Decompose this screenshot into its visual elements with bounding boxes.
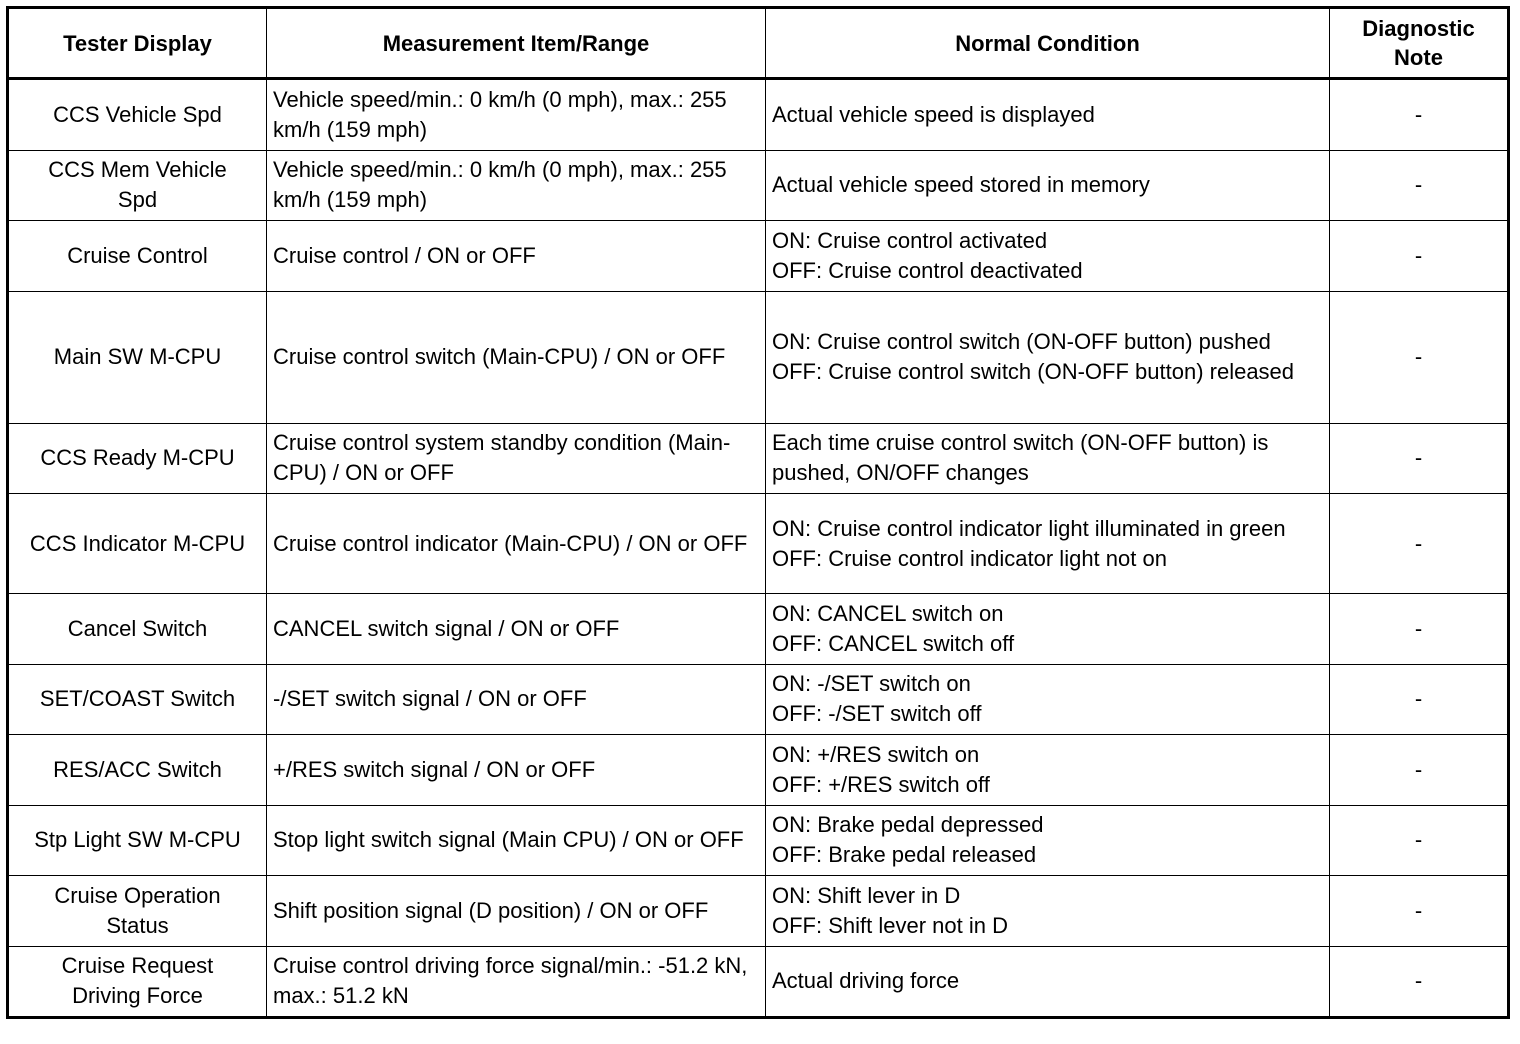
cell-normal-condition: ON: CANCEL switch on OFF: CANCEL switch off xyxy=(766,594,1330,665)
cell-measurement: +/RES switch signal / ON or OFF xyxy=(267,735,766,806)
cell-tester-display: Cruise Operation Status xyxy=(8,876,267,947)
cell-normal-condition: Actual vehicle speed stored in memory xyxy=(766,150,1330,221)
table-row xyxy=(8,79,1509,151)
table-row xyxy=(8,876,1509,947)
cell-measurement: Cruise control switch (Main-CPU) / ON or OFF xyxy=(267,291,766,423)
table-row xyxy=(8,594,1509,665)
cell-tester-display: RES/ACC Switch xyxy=(8,735,267,806)
header-tester-display: Tester Display xyxy=(8,8,267,79)
cell-measurement: Vehicle speed/min.: 0 km/h (0 mph), max.: 255 km/h (159 mph) xyxy=(267,150,766,221)
cell-measurement: Cruise control driving force signal/min.: -51.2 kN, max.: 51.2 kN xyxy=(267,946,766,1018)
cell-measurement: Cruise control system standby condition (Main-CPU) / ON or OFF xyxy=(267,423,766,494)
cell-diagnostic-note: - xyxy=(1330,876,1509,947)
header-normal-condition: Normal Condition xyxy=(766,8,1330,79)
cell-normal-condition: ON: Cruise control switch (ON-OFF button) pushed OFF: Cruise control switch (ON-OFF button) released xyxy=(766,291,1330,423)
table-row xyxy=(8,423,1509,494)
cell-diagnostic-note: - xyxy=(1330,291,1509,423)
cell-tester-display: CCS Ready M-CPU xyxy=(8,423,267,494)
cell-normal-condition: ON: Cruise control indicator light illuminated in green OFF: Cruise control indicator light not on xyxy=(766,494,1330,594)
cell-diagnostic-note: - xyxy=(1330,494,1509,594)
cell-measurement: Vehicle speed/min.: 0 km/h (0 mph), max.: 255 km/h (159 mph) xyxy=(267,79,766,151)
cell-diagnostic-note: - xyxy=(1330,805,1509,876)
cell-tester-display: CCS Vehicle Spd xyxy=(8,79,267,151)
table-row xyxy=(8,735,1509,806)
cell-diagnostic-note: - xyxy=(1330,150,1509,221)
table-row xyxy=(8,946,1509,1018)
cell-diagnostic-note: - xyxy=(1330,221,1509,292)
cell-diagnostic-note: - xyxy=(1330,423,1509,494)
cell-measurement: Stop light switch signal (Main CPU) / ON or OFF xyxy=(267,805,766,876)
cell-normal-condition: ON: -/SET switch on OFF: -/SET switch off xyxy=(766,664,1330,735)
cell-tester-display: Main SW M-CPU xyxy=(8,291,267,423)
header-measurement: Measurement Item/Range xyxy=(267,8,766,79)
table-row xyxy=(8,150,1509,221)
header-row xyxy=(8,8,1509,79)
cell-normal-condition: Actual vehicle speed is displayed xyxy=(766,79,1330,151)
table-row xyxy=(8,805,1509,876)
cell-diagnostic-note: - xyxy=(1330,735,1509,806)
cell-measurement: -/SET switch signal / ON or OFF xyxy=(267,664,766,735)
cell-tester-display: CCS Mem Vehicle Spd xyxy=(8,150,267,221)
cell-diagnostic-note: - xyxy=(1330,594,1509,665)
cell-measurement: CANCEL switch signal / ON or OFF xyxy=(267,594,766,665)
cell-tester-display: Cancel Switch xyxy=(8,594,267,665)
cell-tester-display: Stp Light SW M-CPU xyxy=(8,805,267,876)
cell-tester-display: Cruise Control xyxy=(8,221,267,292)
data-list-table xyxy=(6,6,1510,1019)
cell-diagnostic-note: - xyxy=(1330,946,1509,1018)
cell-normal-condition: ON: Shift lever in D OFF: Shift lever not in D xyxy=(766,876,1330,947)
cell-measurement: Shift position signal (D position) / ON or OFF xyxy=(267,876,766,947)
cell-measurement: Cruise control indicator (Main-CPU) / ON or OFF xyxy=(267,494,766,594)
header-diagnostic-note: Diagnostic Note xyxy=(1330,8,1509,79)
table-row xyxy=(8,291,1509,423)
cell-normal-condition: ON: +/RES switch on OFF: +/RES switch off xyxy=(766,735,1330,806)
table-row xyxy=(8,664,1509,735)
table-row xyxy=(8,494,1509,594)
cell-normal-condition: ON: Brake pedal depressed OFF: Brake pedal released xyxy=(766,805,1330,876)
cell-normal-condition: Each time cruise control switch (ON-OFF button) is pushed, ON/OFF changes xyxy=(766,423,1330,494)
cell-tester-display: CCS Indicator M-CPU xyxy=(8,494,267,594)
cell-tester-display: Cruise Request Driving Force xyxy=(8,946,267,1018)
cell-normal-condition: ON: Cruise control activated OFF: Cruise control deactivated xyxy=(766,221,1330,292)
table-row xyxy=(8,221,1509,292)
cell-diagnostic-note: - xyxy=(1330,664,1509,735)
cell-normal-condition: Actual driving force xyxy=(766,946,1330,1018)
cell-tester-display: SET/COAST Switch xyxy=(8,664,267,735)
cell-diagnostic-note: - xyxy=(1330,79,1509,151)
cell-measurement: Cruise control / ON or OFF xyxy=(267,221,766,292)
